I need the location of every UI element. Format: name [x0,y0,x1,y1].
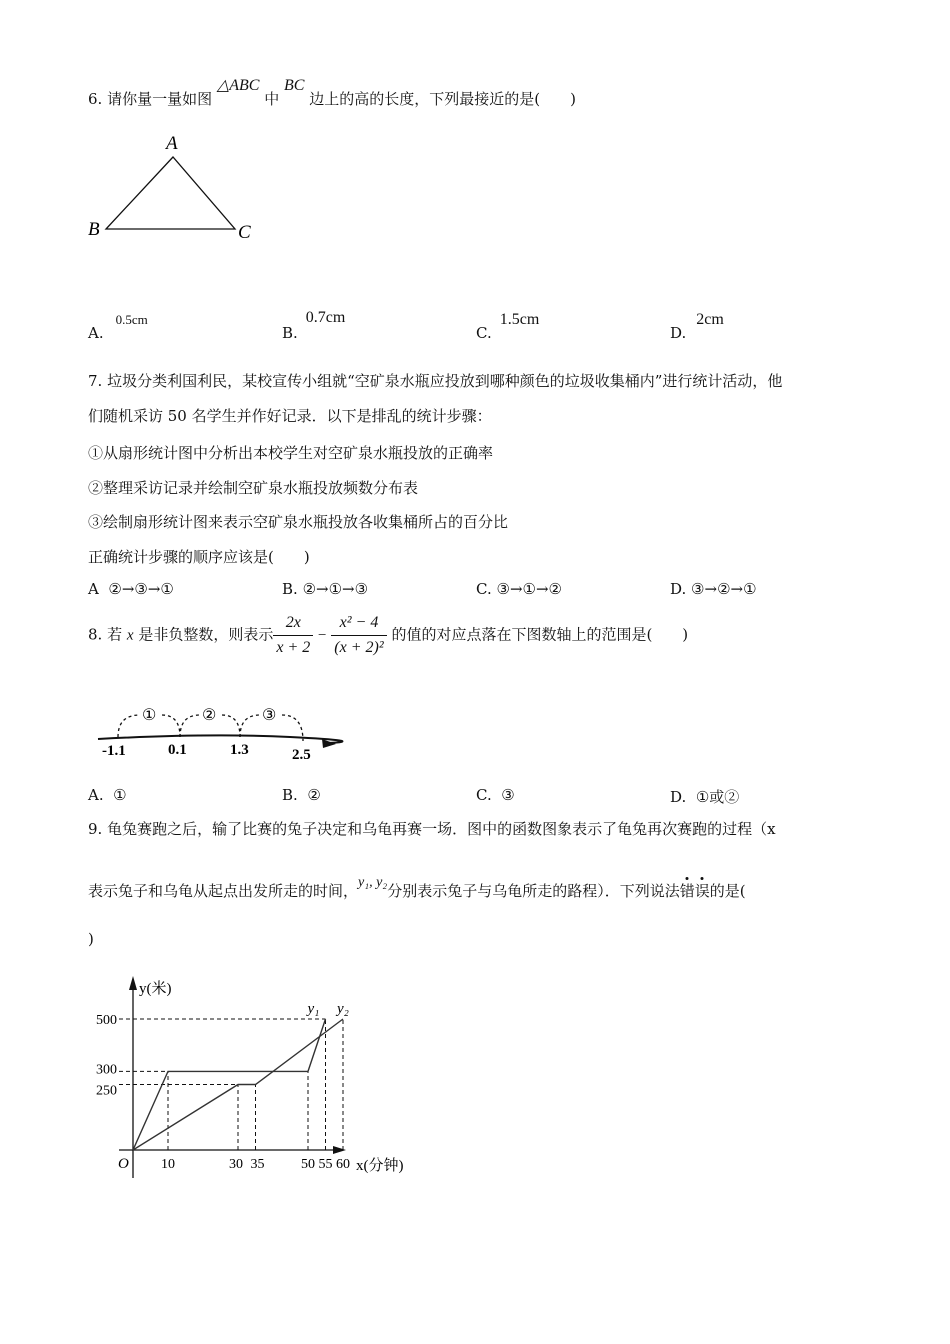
q6-option-a[interactable] [88,312,148,342]
q8-var: x [126,627,134,644]
option-value: ② [307,786,321,804]
x-axis-label: x(分钟) [356,1158,404,1174]
q8-number: 8. [88,625,103,644]
option-value: ③→②→① [691,580,757,598]
fraction-2-denominator: (x + 2)² [334,639,384,656]
option-label: D. [670,788,687,806]
number-line-figure [90,695,350,765]
x-axis-arrow-icon [333,1146,346,1154]
option-value: ①或② [695,788,740,806]
x-tick-label: 10 [161,1157,175,1172]
emphasis-char-1: 错 [679,882,695,900]
q8-option-a[interactable] [88,786,127,804]
tick-label: 2.5 [292,747,311,763]
q7-option-d[interactable] [670,580,757,598]
q6-side-math: BC [284,77,305,94]
emphasis-char-2: 误 [694,882,710,900]
option-value: ②→①→③ [302,580,369,598]
q7-line2: 们随机采访 50 名学生并作好记录．以下是排乱的统计步骤： [88,407,492,425]
option-value: ③ [501,786,515,804]
q9-line3: ) [88,930,94,948]
series-label-y1: y₁ [307,1001,320,1017]
q8-text-mid: 是非负整数，则表示 [138,625,274,644]
q6-stem [88,77,576,109]
q6-option-c[interactable] [476,311,540,343]
x-tick-label: 35 [250,1157,265,1172]
minus-sign: − [318,627,327,644]
option-value: 2cm [696,311,724,328]
option-label: D. [670,324,687,342]
option-label: C. [476,324,492,342]
q8-stem [88,614,688,657]
q7-question: 正确统计步骤的顺序应该是( ) [88,548,310,566]
q6-option-b[interactable] [282,309,346,343]
q9-line2-mid: 分别表示兔子与乌龟所走的路程）．下列说法 [387,882,680,900]
q7-option-c[interactable] [476,580,562,598]
q6-option-d[interactable] [670,311,724,343]
x-tick-label: 30 [229,1157,243,1172]
origin-label: O [118,1156,129,1172]
q7-step-3: ③绘制扇形统计图来表示空矿泉水瓶投放各收集桶所占的百分比 [88,513,509,531]
number-line-axis [98,735,342,743]
x-tick-label: 60 [336,1157,350,1172]
vertex-label-b: B [88,219,100,240]
fraction-1-numerator: 2x [273,614,313,636]
option-value: 1.5cm [499,311,540,328]
option-label: B. [282,580,298,598]
q7-step-2: ②整理采访记录并绘制空矿泉水瓶投放频数分布表 [88,479,419,497]
x-tick-label: 55 [318,1157,333,1172]
q6-triangle-figure [80,125,280,250]
q8-option-d[interactable] [670,786,739,807]
fraction-1-denominator: x + 2 [276,639,311,656]
q7-option-b[interactable] [282,580,368,598]
option-label: A [88,580,99,598]
series-label-y2: y₂ [337,1001,349,1017]
region-label-1: ① [142,707,157,724]
option-label: B. [282,324,298,342]
y-tick-label: 300 [96,1062,117,1078]
option-value: ① [113,786,127,804]
y-axis-label: y(米) [139,981,172,997]
fraction-2-numerator: x² − 4 [331,614,386,636]
q8-text-before: 若 [107,625,123,644]
q8-text-after: 的值的对应点落在下图数轴上的范围是( ) [391,625,689,644]
vertex-label-c: C [238,222,251,243]
series-line-y1 [133,1019,326,1150]
vertex-label-a: A [166,133,178,154]
tick-label: -1.1 [102,743,126,759]
q6-text-after: 边上的高的长度，下列最接近的是( ) [309,90,576,108]
q7-option-a[interactable] [88,580,174,598]
q7-step-1: ①从扇形统计图中分析出本校学生对空矿泉水瓶投放的正确率 [88,444,494,462]
option-value: ③→①→② [496,580,562,598]
option-label: C. [476,580,492,598]
option-label: B. [282,786,298,804]
region-label-3: ③ [262,707,277,724]
q6-text-before: 请你量一量如图 [107,90,213,108]
q9-line2 [88,875,746,901]
option-value: 0.7cm [305,309,346,326]
race-distance-time-chart [90,970,435,1180]
triangle-abc [106,157,235,229]
y-axis-arrow-icon [129,976,137,990]
y-tick-label: 250 [96,1083,117,1099]
q8-option-c[interactable] [476,786,515,804]
option-label: A. [88,324,104,342]
fraction-1 [273,614,313,657]
fraction-2 [331,614,386,657]
option-label: D. [670,580,687,598]
x-tick-label: 50 [301,1157,315,1172]
q9-line2-math: y₁, y₂ [358,875,388,890]
q9-line2-after: 的是( [709,882,746,900]
tick-label: 0.1 [168,742,187,758]
q6-triangle-math: △ABC [216,77,260,94]
tick-label: 1.3 [230,742,249,758]
q6-text-mid: 中 [264,90,280,108]
option-label: A. [88,786,104,804]
q9-line1: 9. 龟兔赛跑之后，输了比赛的兔子决定和乌龟再赛一场．图中的函数图象表示了龟兔再次赛跑的过程（x [88,820,776,838]
q8-option-b[interactable] [282,786,321,804]
y-tick-label: 500 [96,1013,117,1028]
q6-number: 6. [88,90,103,108]
option-value: ②→③→① [108,580,174,598]
option-label: C. [476,786,492,804]
q9-line2-before: 表示兔子和乌龟从起点出发所走的时间， [88,882,359,900]
region-label-2: ② [202,707,217,724]
q7-line1: 7. 垃圾分类利国利民，某校宣传小组就“空矿泉水瓶应投放到哪种颜色的垃圾收集桶内”进行统计活动，他 [88,372,783,390]
option-value: 0.5cm [115,312,148,327]
